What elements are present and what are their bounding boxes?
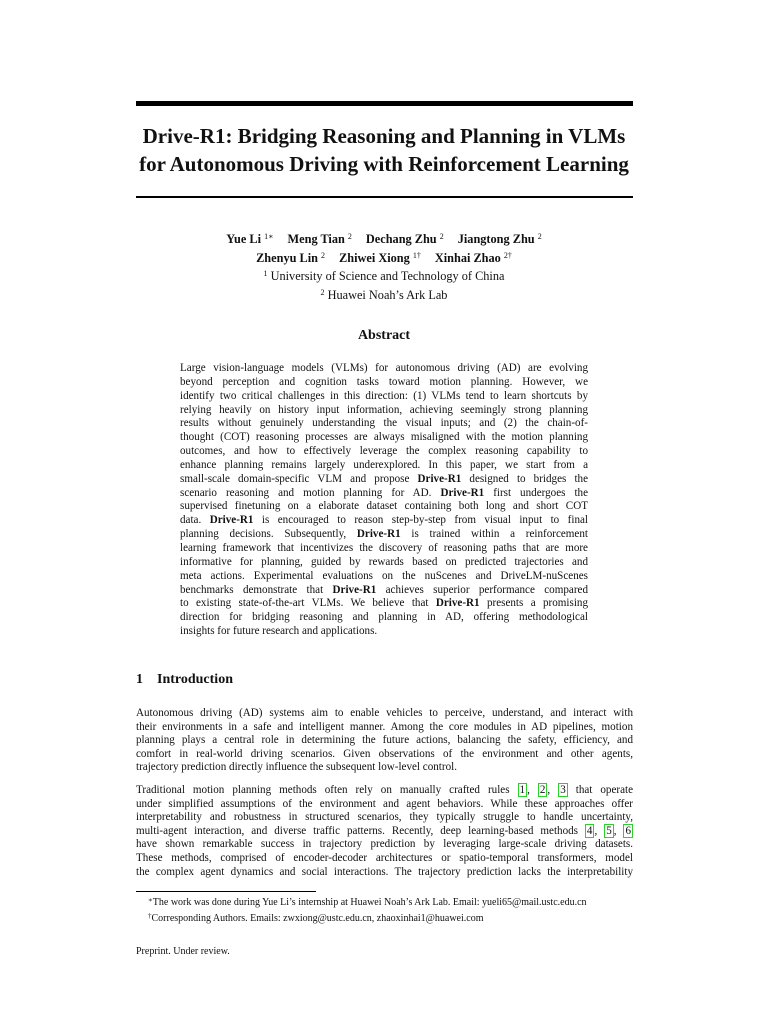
abstract-line: informative for planning, guided by rewards based on predicted trajectories and (180, 555, 588, 568)
introduction-heading (136, 672, 233, 688)
footnote-mark: ∗ (148, 896, 153, 904)
author-affiliation-mark: 2 (537, 232, 542, 241)
affiliation-mark: 1 (263, 269, 268, 278)
author-name: Yue Li $^{1∗}$ (226, 232, 274, 246)
system-name: Drive-R1 (435, 597, 480, 610)
system-name: Drive-R1 (440, 486, 485, 499)
abstract-line: data. Drive-R1 is encouraged to reason step-by-step from visual input to final (180, 514, 588, 527)
author-name: Meng Tian $^2$ (287, 232, 352, 246)
author-affiliation-mark: 1† (412, 250, 421, 260)
author-name: Dechang Zhu $^2$ (365, 232, 444, 246)
affiliation-1 (120, 266, 648, 285)
affiliation-mark: 2 (320, 287, 325, 297)
system-name: Drive-R1 (209, 514, 254, 527)
paragraph-line: have shown remarkable success in trajectory prediction by leveraging large-scale driving datasets. (136, 838, 633, 851)
abstract-line: Large vision-language models (VLMs) for autonomous driving (AD) are evolving (180, 362, 588, 374)
abstract-line: thought (COT) reasoning processes are always misaligned with the motion planning (180, 431, 588, 444)
abstract-line: enhance planning remains largely underexplored. In this paper, we start from a (180, 458, 588, 471)
system-name: Drive-R1 (356, 528, 401, 541)
paragraph-line: the complex agent dynamics and social interactions. The trajectory prediction lacks the interpretability (136, 865, 633, 878)
affiliation-2 (120, 285, 648, 304)
citation-link[interactable]: 3 (560, 784, 566, 796)
title-line-2: for Autonomous Driving with Reinforcement Learning (139, 152, 629, 176)
title-bottom-rule (136, 196, 633, 198)
citation-link[interactable]: 1 (519, 784, 526, 796)
abstract-line: outcomes, and how to effectively leverage the complex reasoning capability to (180, 445, 588, 458)
affiliation-text: University of Science and Technology of China (270, 269, 505, 283)
abstract-line: to existing state-of-the-art VLMs. We believe that Drive-R1 presents a promising (180, 597, 589, 610)
abstract-line: benchmarks demonstrate that Drive-R1 achieves superior performance compared (180, 583, 588, 596)
paragraph-line: their environments in a safe and intelligent manner. Among the core modules in AD pipelines, motion (136, 720, 633, 733)
paragraph-line: under simplified assumptions of the environment and agent behaviors. While these approaches offer (136, 797, 633, 810)
footnote (148, 894, 638, 910)
abstract-line: learning framework that incentivizes the discovery of reasoning paths that are more (180, 541, 588, 554)
paragraph-line: interpretability and robustness in structured scenarios, they typically struggle to handle uncertainty, (136, 811, 633, 824)
footnote-mark: † (148, 911, 152, 920)
footnote (148, 910, 638, 926)
author-affiliation-mark: 2 (321, 250, 326, 260)
abstract-heading: Abstract (357, 328, 411, 343)
abstract-body (180, 362, 588, 639)
paragraph-line: Traditional motion planning methods often rely on manually crafted rules 1 , 2 , 3 that operate (136, 784, 634, 796)
abstract-line: small-scale domain-specific VLM and propose Drive-R1 designed to bridges the (180, 472, 589, 485)
footnote-text: Corresponding Authors. Emails: zwxiong@ustc.edu.cn, zhaoxinhai1@huawei.com (151, 912, 484, 924)
author-name: Jiangtong Zhu $^2$ (457, 232, 542, 246)
paragraph-line: trajectory prediction directly influence the subsequent low-level control. (136, 761, 457, 774)
section-number: 1 (136, 672, 143, 687)
abstract-line: supervised finetuning on a elaborate dataset containing both long and short COT (180, 500, 588, 513)
abstract-line: insights for future research and applications. (180, 625, 378, 638)
abstract-line: relying heavily on history input information, achieving seemingly strong planning (180, 403, 588, 416)
author-name: Zhiwei Xiong $^{1\dagger}$ (339, 250, 421, 265)
footnote-rule (136, 891, 316, 892)
abstract-line: identify two critical challenges in this direction: (1) VLMs tend to learn shortcuts by (180, 389, 588, 402)
paragraph-line: planning plays a central role in determining the future actions, balancing the safety, efficiency, and (136, 734, 633, 747)
citation-link[interactable]: 4 (586, 824, 593, 837)
title-line-1: Drive-R1: Bridging Reasoning and Planning in VLMs (142, 124, 626, 148)
abstract-line: scenario reasoning and motion planning for AD. Drive-R1 first undergoes the (180, 486, 589, 499)
author-name: Xinhai Zhao $^{2\dagger}$ (434, 250, 512, 265)
paragraph-line: comfort in real-world driving scenarios. Given observations of the environment and other agents, (136, 747, 633, 760)
paragraph-line: multi-agent interaction, and diverse traffic patterns. Recently, deep learning-based methods 4 , 5 , 6 (136, 824, 631, 837)
author-row-1 (120, 229, 648, 248)
abstract-line: planning decisions. Subsequently, Drive-R1 is trained within a reinforcement (180, 528, 588, 541)
citation-link[interactable]: 2 (539, 784, 546, 796)
intro-paragraph-1 (136, 707, 633, 775)
author-affiliation-mark: 2† (503, 250, 512, 260)
abstract-line: results without genuinely understanding the visual inputs; and (2) the chain-of- (180, 417, 588, 430)
abstract-line: meta actions. Experimental evaluations on the nuScenes and DriveLM-nuScenes (180, 569, 588, 582)
abstract-line: beyond perception and cognition tasks toward motion planning. However, we (180, 375, 588, 388)
author-affiliation-mark: 1∗ (264, 232, 274, 241)
author-block (120, 229, 648, 303)
intro-paragraph-2 (136, 784, 633, 879)
abstract-line: direction for bridging reasoning and planning in AD, offering methodological (180, 611, 588, 624)
author-affiliation-mark: 2 (439, 232, 444, 241)
section-title: Introduction (157, 672, 233, 687)
author-affiliation-mark: 2 (347, 232, 352, 241)
citation-link[interactable]: 5 (606, 824, 612, 837)
paper-title (120, 122, 648, 178)
paragraph-line: These methods, comprised of encoder-decoder architectures or spatio-temporal transformers, model (136, 851, 633, 864)
paragraph-line: Autonomous driving (AD) systems aim to enable vehicles to perceive, understand, and interact with (136, 707, 633, 719)
preprint-notice: Preprint. Under review. (136, 946, 230, 957)
title-top-rule (136, 101, 633, 106)
system-name: Drive-R1 (332, 583, 377, 596)
footnotes (148, 894, 638, 925)
author-row-2 (120, 248, 648, 267)
affiliation-text: Huawei Noah’s Ark Lab (327, 287, 448, 302)
citation-link[interactable]: 6 (625, 824, 631, 837)
footnote-text: The work was done during Yue Li’s internship at Huawei Noah’s Ark Lab. Email: yueli65@mail.ustc.edu.cn (152, 897, 587, 908)
system-name: Drive-R1 (417, 472, 462, 485)
author-name: Zhenyu Lin $^2$ (256, 250, 326, 265)
